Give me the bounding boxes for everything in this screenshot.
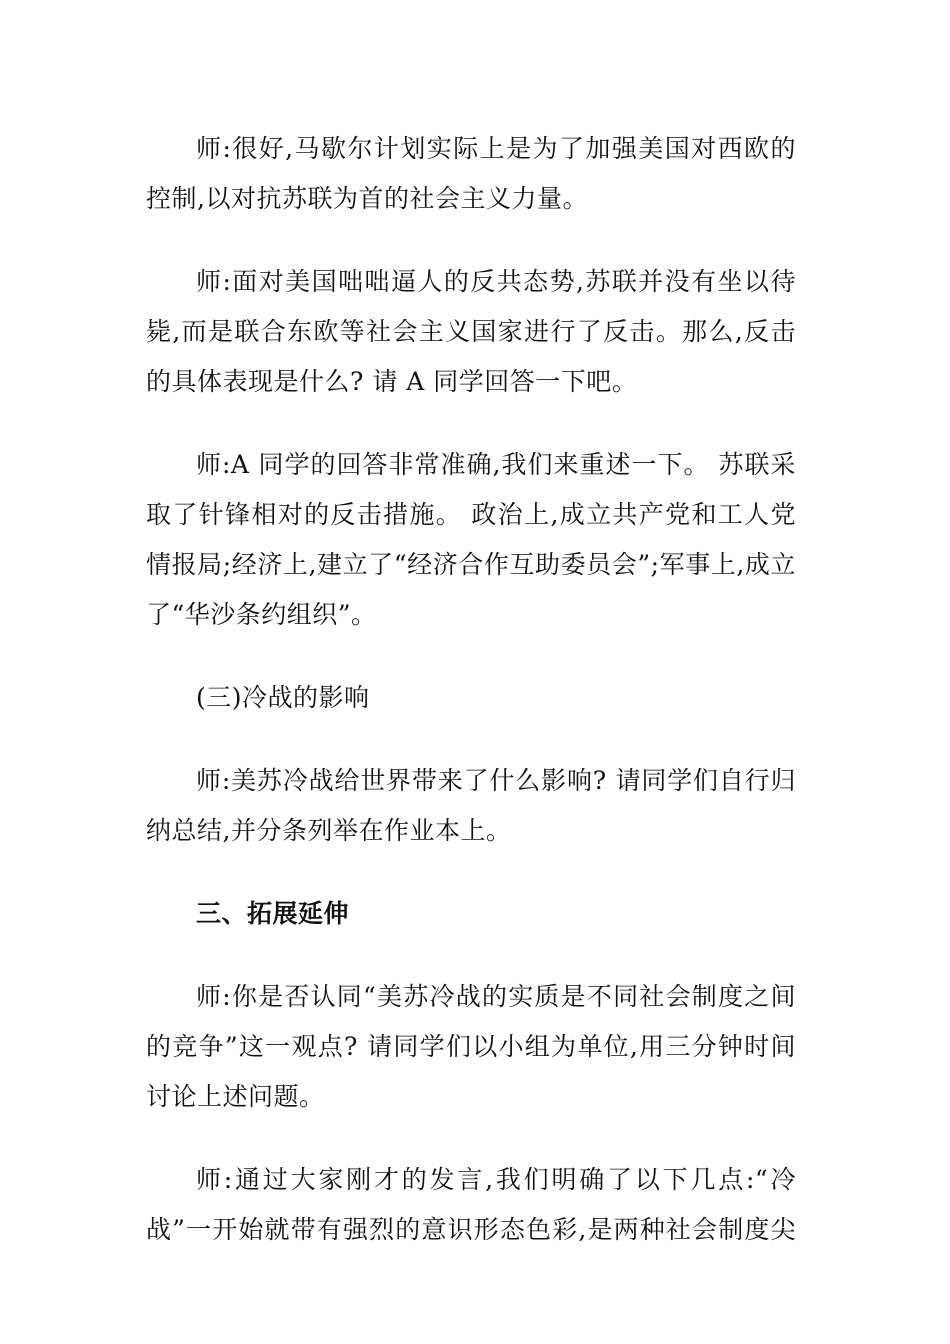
paragraph-marshall-plan: 师:很好,马歇尔计划实际上是为了加强美国对西欧的控制,以对抗苏联为首的社会主义力量。 bbox=[146, 134, 796, 213]
paragraph-soviet-countermeasures: 师:A 同学的回答非常准确,我们来重述一下。 苏联采取了针锋相对的反击措施。 政治上,成立共产党和工人党情报局;经济上,建立了“经济合作互助委员会”;军事上,成立了“华沙条约组织”。 bbox=[146, 450, 796, 629]
paragraph-conclusion: 师:通过大家刚才的发言,我们明确了以下几点:“冷战”一开始就带有强烈的意识形态色彩,是两种社会制度尖 bbox=[146, 1165, 796, 1244]
paragraph-discussion-question: 师:你是否认同“美苏冷战的实质是不同社会制度之间的竞争”这一观点? 请同学们以小组为单位,用三分钟时间讨论上述问题。 bbox=[146, 982, 796, 1111]
paragraph-impact-question: 师:美苏冷战给世界带来了什么影响? 请同学们自行归纳总结,并分条列举在作业本上。 bbox=[146, 766, 796, 845]
paragraph-soviet-counter-question: 师:面对美国咄咄逼人的反共态势,苏联并没有坐以待毙,而是联合东欧等社会主义国家进行了反击。那么,反击的具体表现是什么? 请 A 同学回答一下吧。 bbox=[146, 267, 796, 396]
subheading-cold-war-impact: (三)冷战的影响 bbox=[196, 683, 370, 712]
section-heading-extension: 三、拓展延伸 bbox=[196, 899, 350, 928]
document-body bbox=[146, 124, 796, 1255]
